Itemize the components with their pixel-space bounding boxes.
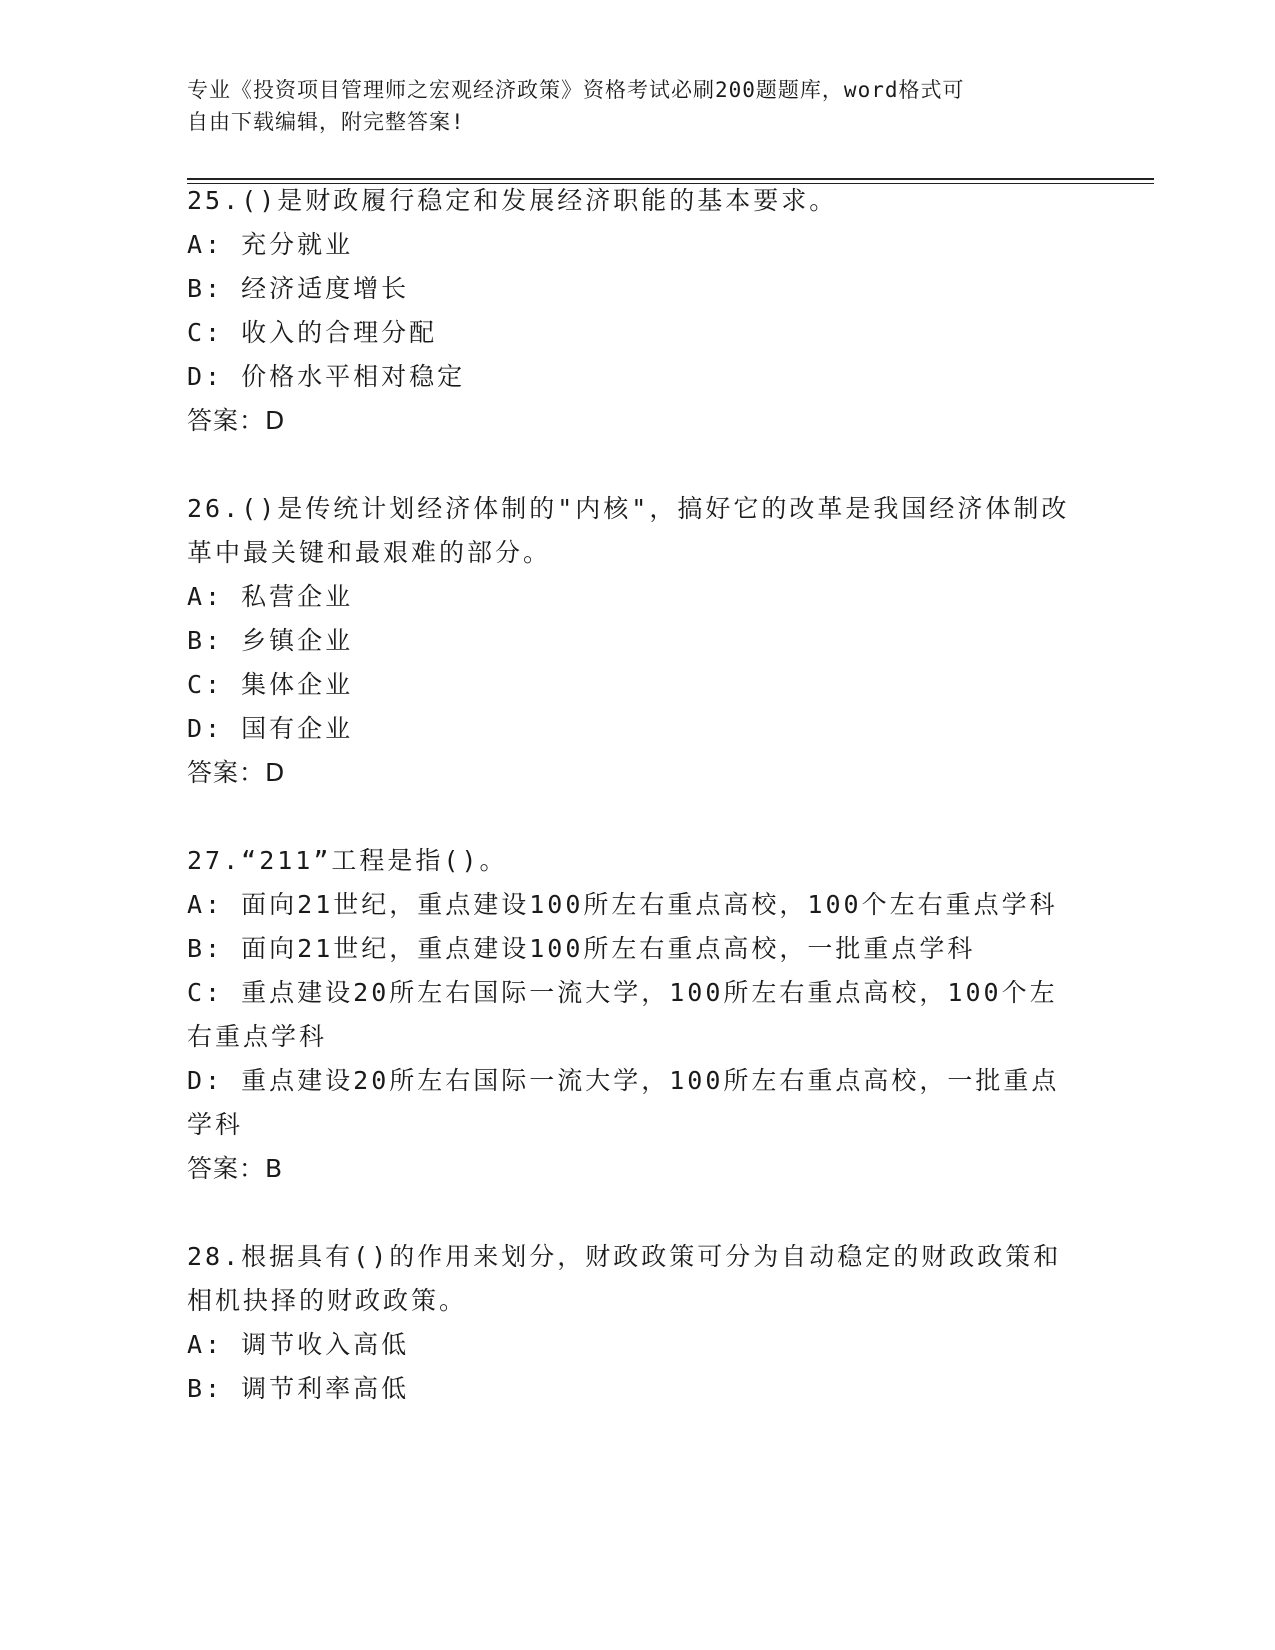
question-26-option-c: C: 集体企业 [187,670,354,699]
question-28-stem-line-2: 相机抉择的财政政策。 [187,1286,468,1315]
question-28-option-a: A: 调节收入高低 [187,1330,410,1359]
question-25-option-b: B: 经济适度增长 [187,274,410,303]
question-27-option-b: B: 面向21世纪，重点建设100所左右重点高校，一批重点学科 [187,934,976,963]
question-27-option-c-line-1: C: 重点建设20所左右国际一流大学，100所左右重点高校，100个左 [187,978,1058,1007]
question-26-option-a: A: 私营企业 [187,582,354,611]
question-26-option-d: D: 国有企业 [187,714,354,743]
question-28-option-b: B: 调节利率高低 [187,1374,410,1403]
question-27-option-c-line-2: 右重点学科 [187,1022,328,1051]
question-28-stem-line-1: 28.根据具有()的作用来划分，财政政策可分为自动稳定的财政政策和 [187,1242,1062,1271]
question-27-answer: 答案：B [187,1154,284,1183]
question-26-answer: 答案：D [187,758,286,787]
question-25-answer: 答案：D [187,406,286,435]
question-25-option-d: D: 价格水平相对稳定 [187,362,466,391]
document-header [187,74,1087,138]
question-26-stem-line-2: 革中最关键和最艰难的部分。 [187,538,552,567]
question-27-option-a: A: 面向21世纪，重点建设100所左右重点高校，100个左右重点学科 [187,890,1058,919]
question-25-option-a: A: 充分就业 [187,230,354,259]
question-27-option-d-line-1: D: 重点建设20所左右国际一流大学，100所左右重点高校，一批重点 [187,1066,1060,1095]
question-26-option-b: B: 乡镇企业 [187,626,354,655]
question-25-stem: 25.()是财政履行稳定和发展经济职能的基本要求。 [187,186,838,215]
header-divider-thick [187,178,1154,180]
question-26-stem-line-1: 26.()是传统计划经济体制的"内核"，搞好它的改革是我国经济体制改 [187,494,1070,523]
header-line-1: 专业《投资项目管理师之宏观经济政策》资格考试必刷200题题库，word格式可 [187,78,965,102]
header-line-2: 自由下载编辑，附完整答案! [187,110,465,134]
question-25-option-c: C: 收入的合理分配 [187,318,438,347]
question-27-stem: 27.“211”工程是指()。 [187,846,508,875]
question-27-option-d-line-2: 学科 [187,1110,244,1139]
